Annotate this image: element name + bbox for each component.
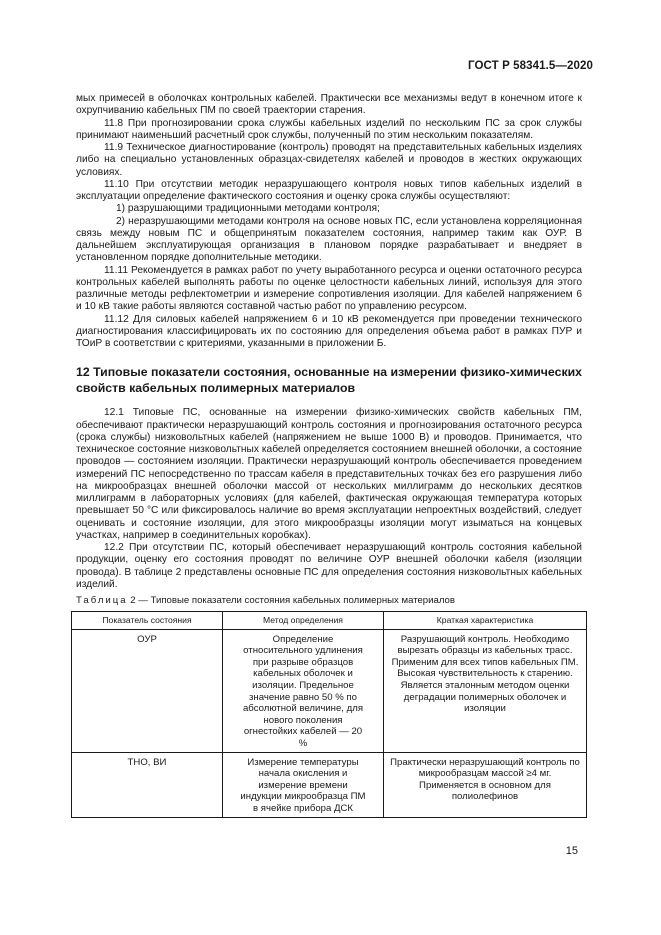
paragraph-11-10: 11.10 При отсутствии методик неразрушающего контроля новых типов кабельных изделий в эксплуатации определение фактического состояния и оценку срока службы осуществляют:: [76, 178, 582, 202]
cell-method-text: Измерение температуры начала окисления и измерение времени индукции микрообразца ПМ в ячейке прибора ДСК: [240, 756, 366, 814]
main-text: [76, 93, 582, 818]
cell-indicator: ТНО, ВИ: [72, 752, 223, 817]
header-indicator: Показатель состояния: [72, 612, 223, 630]
cell-description-text: Практически неразрушающий контроль по микрообразцам массой ≥4 мг. Применяется в основном для полиолефинов: [390, 756, 580, 803]
page-number: 15: [565, 845, 578, 857]
indicators-table: [71, 611, 587, 818]
list-item-1: 1) разрушающими традиционными методами контроля;: [116, 203, 380, 215]
paragraph-11-8: 11.8 При прогнозировании срока службы кабельных изделий по нескольким ПС за срок службы принимают наименьший расчетный срок службы, полученный по этим нескольким показателям.: [76, 117, 582, 141]
paragraph-12-1: 12.1 Типовые ПС, основанные на измерении физико-химических свойств кабельных ПМ, обеспечивают практически неразрушающий контроль состояния и прогнозирования остаточного ресурса (срока службы) низковольтных кабелей (напряжением не выше 1000 В) и проводов. Принимается, что техническое состояние низковольтных кабелей определяется состоянием внешней оболочки, а состояние проводов — состоянием изоляции. Практически неразрушающий контроль обеспечивается проведением измерений ПС непосредственно по трассам кабеля в представительных точках без его разрушения либо на микрообразцах внешней оболочки массой от нескольких миллиграмм до нескольких десятков миллиграмм в лабораторных условиях (для кабелей, фактическая окружающая температура которых превышает 50 °С или фиксировалось наличие во время эксплуатации непроектных воздействий, следует оценивать и состояние изоляции, для этого микрообразцы изоляции могут изыматься на концевых участках, например в соединительных коробках).: [76, 407, 582, 541]
cell-description: [384, 752, 587, 817]
cell-method-text: Определение относительного удлинения при разрыве образцов кабельных оболочек и изоляции. Предельное значение равно 50 % по абсолютной величине, для нового поколения огнестойких кабелей — 20 %: [242, 633, 364, 749]
table-row: [72, 752, 587, 817]
table-caption-number: 2 —: [127, 595, 151, 606]
table-caption: [76, 595, 582, 607]
section-heading: 12 Типовые показатели состояния, основанные на измерении физико-химических свойств кабельных полимерных материалов: [76, 365, 583, 396]
cell-description-text: Разрушающий контроль. Необходимо вырезать образцы из кабельных трасс. Применим для всех типов кабельных ПМ. Высокая чувствительность к старению. Является эталонным методом оценки деградации полимерных оболочек и изоляции: [391, 633, 579, 715]
header-description: Краткая характеристика: [384, 612, 587, 630]
paragraph-11-11: 11.11 Рекомендуется в рамках работ по учету выработанного ресурса и оценки остаточного ресурса контрольных кабелей выполнять работы по оценке целостности кабельных линий, используя для этого различные методы рефлектометрии и измерение сопротивления изоляции. Для кабелей напряжением 6 и 10 кВ такие работы являются составной частью работ по управлению ресурсом.: [76, 264, 582, 313]
cell-indicator: ОУР: [72, 629, 223, 752]
table-caption-label: Таблица: [76, 595, 128, 606]
paragraph-11-9: 11.9 Техническое диагностирование (контроль) проводят на представительных кабельных изделиях либо на специально установленных образцах-свидетелях кабелей и проводов в жестких окружающих условиях.: [76, 142, 582, 178]
cell-method: [223, 629, 384, 752]
table-caption-title: Типовые показатели состояния кабельных полимерных материалов: [150, 595, 455, 606]
table-header-row: [72, 612, 587, 630]
table-row: [72, 629, 587, 752]
cell-description: [384, 629, 587, 752]
header-method: Метод определения: [223, 612, 384, 630]
paragraph-11-12: 11.12 Для силовых кабелей напряжением 6 и 10 кВ рекомендуется при проведении технического диагностирования классифицировать их по состоянию для определения объема работ в рамках ПУР и ТОиР в соответствии с критериями, указанными в приложении Б.: [76, 313, 582, 349]
paragraph-12-2: 12.2 При отсутствии ПС, который обеспечивает неразрушающий контроль состояния кабельной продукции, оценку его состояния проводят по величине ОУР внешней оболочки кабеля (изоляции провода). В таблице 2 представлены основные ПС для определения состояния низковольтных кабельных изделий.: [76, 542, 582, 590]
standard-code: ГОСТ Р 58341.5—2020: [468, 60, 593, 72]
cell-method: [223, 752, 384, 817]
paragraph-continuation: мых примесей в оболочках контрольных кабелей. Практически все механизмы ведут в конечном итоге к охрупчиванию кабельных ПМ по своей траектории старения.: [76, 93, 582, 117]
list-item-2: 2) неразрушающими методами контроля на основе новых ПС, если установлена корреляционная связь между новым ПС и общепринятым показателем состояния, например таким как ОУР. В дальнейшем эксплуатирующая организация в плановом порядке разрабатывает и внедряет в установленном порядке дополнительные методики.: [76, 215, 582, 264]
